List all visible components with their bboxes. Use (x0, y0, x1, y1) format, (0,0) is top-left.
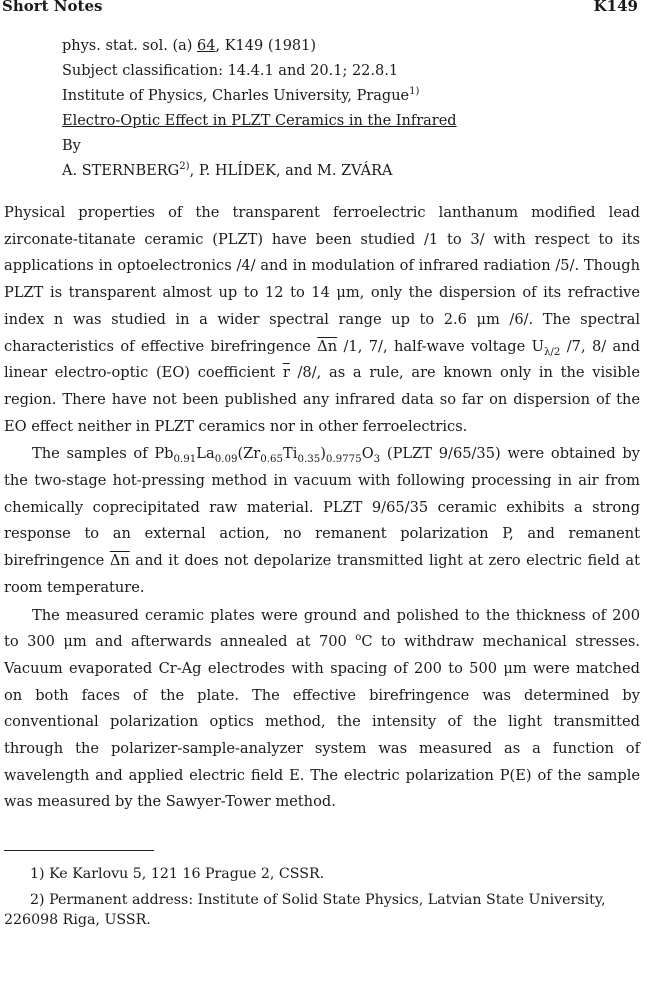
p1-text-b: /1, 7/, half-wave voltage U (337, 337, 544, 355)
article-meta (62, 34, 622, 184)
p2-text-g: (PLZT 9/65/35) were obtained by the two-stage hot-pressing method in vacuum with following processing in air from chemically coprecipitated raw material. PLZT 9/65/35 ceramic exhibits a strong response to an external action, no remanent polarization P, and remanent birefringence (4, 445, 640, 570)
page-number: K149 (593, 0, 638, 15)
paragraph-2 (4, 441, 640, 601)
p1-text-a: Physical properties of the transparent ferroelectric lanthanum modified lead zirconate-titanate ceramic (PLZT) have been studied /1 to 3/ with respect to its applications in optoelectronics /4/ and in modulation of infrared radiation /5/. Though PLZT is transparent almost up to 12 to 14 μm, only the dispersion of its refractive index n was studied in a wider spectral range up to 2.6 μm /6/. The spectral characteristics of effective birefringence (4, 204, 640, 355)
institute-name: Institute of Physics, Charles University, Prague (62, 88, 410, 104)
p3-text-a: The measured ceramic plates were ground and polished to the thickness of 200 to 300 μm and afterwards annealed at 700 (4, 606, 640, 651)
author-footnote-mark: 2) (179, 161, 190, 173)
p1-text-c: /7, 8/ and linear electro-optic (EO) coefficient (4, 337, 640, 382)
citation-line (62, 34, 622, 59)
p2-text-h: and it does not depolarize transmitted light at zero electric field at room temperature. (4, 552, 640, 596)
formula-ti: Ti (283, 445, 298, 463)
institute-line (62, 84, 622, 109)
p1-text-d: /8/, as a rule, are known only in the visible region. There have not been published any infrared data so far on dispersion of the EO effect neither in PLZT ceramics nor in other ferroelectrics. (4, 364, 640, 435)
paragraph-1 (4, 200, 640, 440)
author-list (62, 159, 622, 184)
institute-footnote-mark: 1) (409, 86, 420, 98)
p2-text-a: The samples of Pb (32, 445, 174, 463)
formula-sub-6: 3 (373, 454, 381, 466)
by-label: By (62, 138, 81, 154)
running-header (2, 0, 638, 17)
citation-pages: , K149 (1981) (215, 38, 317, 54)
journal-name: phys. stat. sol. (a) (62, 38, 193, 54)
article-body (4, 200, 640, 816)
footnote-2: 2) Permanent address: Institute of Solid State Physics, Latvian State University, 226098 Riga, USSR. (4, 892, 606, 928)
eo-coefficient-symbol: $\overline{r}$ (282, 364, 290, 382)
footnotes (4, 864, 634, 936)
formula-sub-5: 0.9775 (325, 454, 362, 466)
footnote-1: 1) Ke Karlovu 5, 121 16 Prague 2, CSSR. (30, 866, 325, 882)
subject-classification: Subject classification: 14.4.1 and 20.1; 22.8.1 (62, 63, 399, 79)
formula-la: La (196, 445, 215, 463)
volume-number: 64 (197, 38, 216, 54)
author-sternberg: A. STERNBERG (62, 163, 180, 179)
formula-sub-1: 0.91 (173, 454, 197, 466)
footnote-separator (4, 850, 154, 851)
degree-mark: o (355, 632, 362, 644)
section-label: Short Notes (2, 0, 103, 15)
half-wave-subscript: λ/2 (543, 346, 561, 358)
paragraph-3 (4, 603, 640, 817)
formula-sub-4: 0.35 (297, 454, 321, 466)
formula-sub-2: 0.09 (214, 454, 238, 466)
article-title: Electro-Optic Effect in PLZT Ceramics in the Infrared (62, 113, 457, 129)
formula-zr: (Zr (237, 445, 261, 463)
formula-o: O (361, 445, 374, 463)
formula-paren: ) (320, 445, 326, 463)
formula-sub-3: 0.65 (260, 454, 284, 466)
p3-text-b: C to withdraw mechanical stresses. Vacuum evaporated Cr-Ag electrodes with spacing of 200 to 500 μm were matched on both faces of the plate. The effective birefringence was determined by conventional polarization optics method, the intensity of the light transmitted through the polarizer-sample-analyzer system was measured as a function of wavelength and applied electric field E. The electric polarization P(E) of the sample was measured by the Sawyer-Tower method. (4, 633, 640, 811)
other-authors: , P. HLÍDEK, and M. ZVÁRA (189, 163, 393, 179)
birefringence-symbol: $\overline{\Delta n}$ (317, 337, 338, 355)
remanent-birefringence-symbol: $\overline{\Delta n}$ (109, 552, 130, 570)
